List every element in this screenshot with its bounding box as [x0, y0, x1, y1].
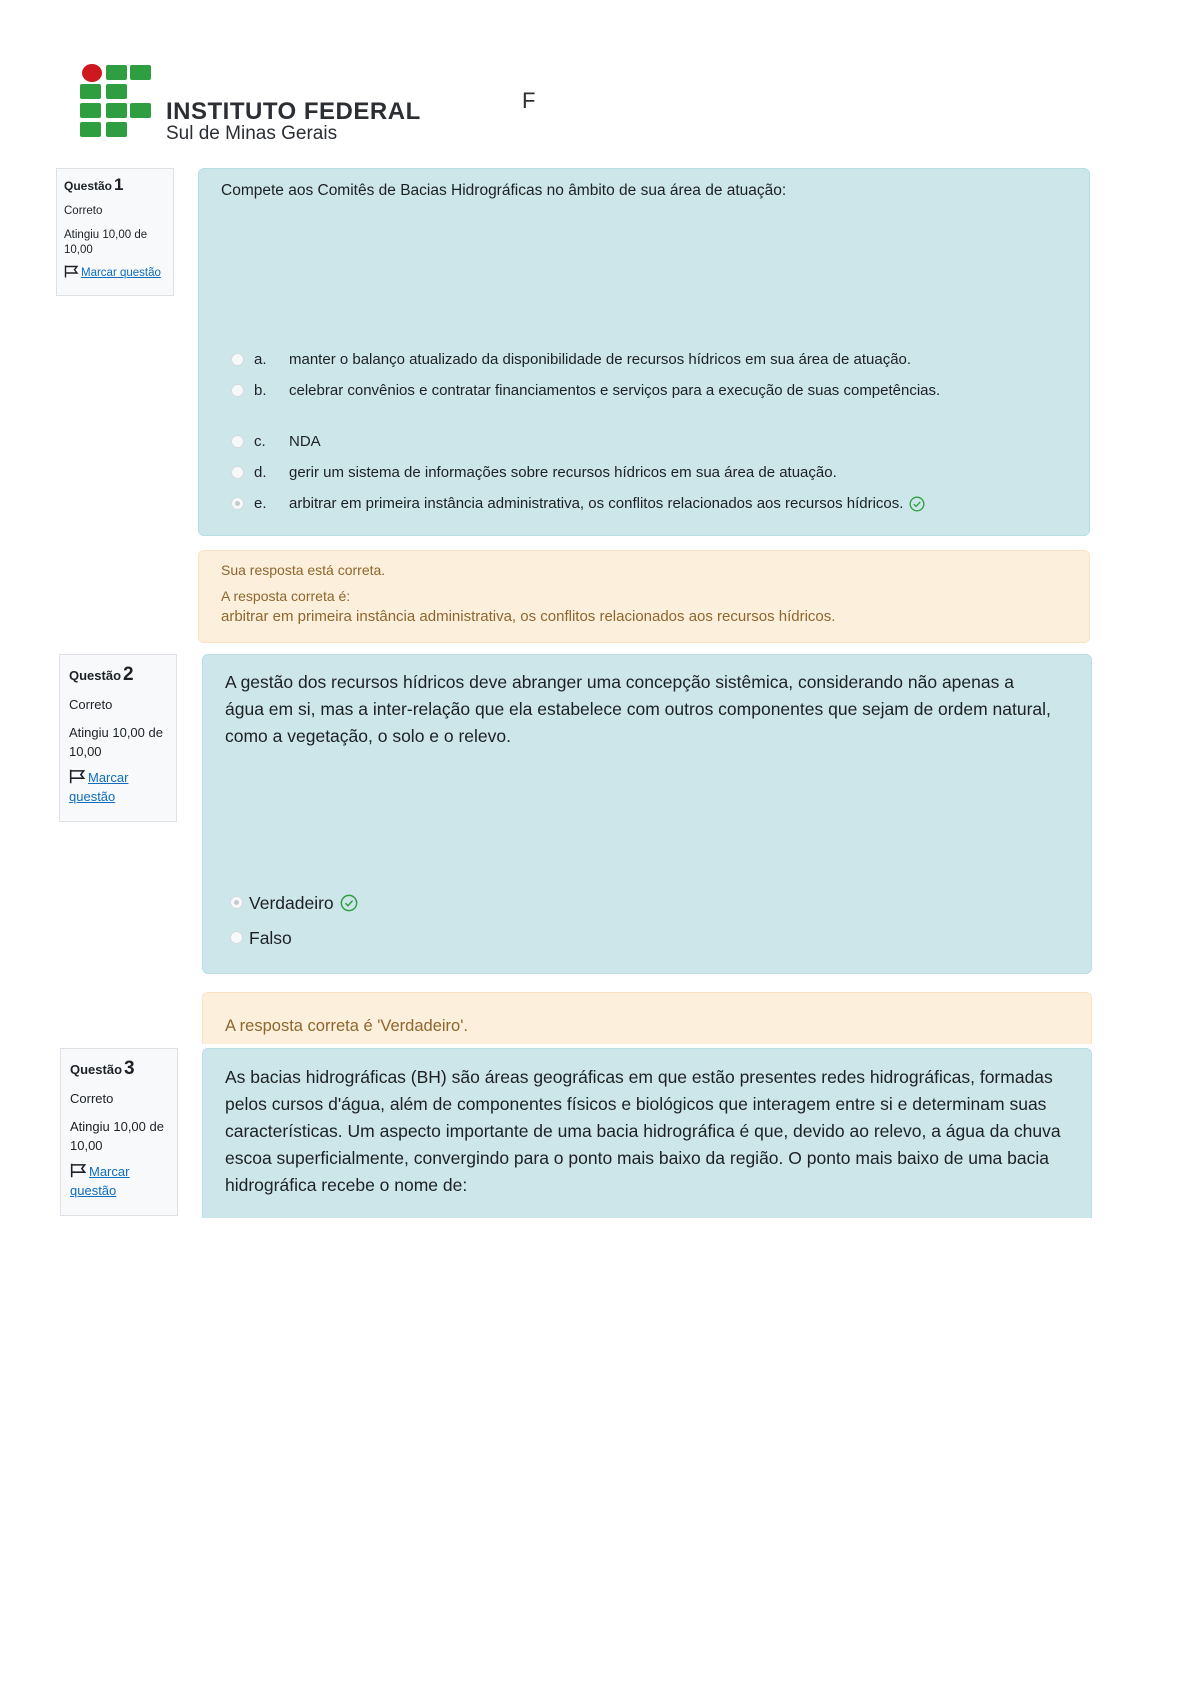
feedback-correct-label: A resposta correta é:: [221, 588, 351, 604]
flag-icon: [64, 265, 80, 278]
question-text: A gestão dos recursos hídricos deve abranger uma concepção sistêmica, considerando não apenas a água em si, mas a inter-relação que ela estabelece com outros componentes que sejam de ordem natural, como a vegetação, o solo e o relevo.: [225, 672, 1051, 746]
radio-button-selected[interactable]: [231, 497, 244, 510]
radio-button[interactable]: [231, 435, 244, 448]
answer-option-verdadeiro[interactable]: [230, 892, 358, 914]
check-circle-icon: [909, 496, 925, 512]
feedback-result: Sua resposta está correta.: [221, 562, 386, 578]
answer-option-c[interactable]: c. NDA: [231, 432, 1071, 452]
question-body-2: [202, 654, 1092, 974]
answer-option-e[interactable]: e. arbitrar em primeira instância administrativa, os conflitos relacionados aos recursos hídricos.: [231, 494, 1081, 514]
question-body-1: [198, 168, 1090, 536]
answer-option-a[interactable]: a. manter o balanço atualizado da disponibilidade de recursos hídricos em sua área de atuação.: [231, 350, 1071, 370]
feedback-1: [198, 550, 1090, 643]
logo-mark-icon: [80, 64, 154, 138]
radio-button[interactable]: [231, 353, 244, 366]
answer-text: manter o balanço atualizado da disponibilidade de recursos hídricos em sua área de atuação.: [289, 351, 912, 368]
question-text: As bacias hidrográficas (BH) são áreas geográficas em que estão presentes redes hidrográficas, formadas pelos cursos d'água, além de componentes físicos e biológicos que interagem entre si e determinam suas características. Um aspecto importante de uma bacia hidrográfica é que, devido ao relevo, a água da chuva escoa superficialmente, convergindo para o ponto mais baixo da região. O ponto mais baixo de uma bacia hidrográfica recebe o nome de:: [225, 1067, 1061, 1195]
feedback-correct-answer: arbitrar em primeira instância administrativa, os conflitos relacionados aos recursos hídricos.: [221, 608, 836, 625]
question-number: Questão 1: [64, 175, 124, 194]
question-text: Compete aos Comitês de Bacias Hidrográficas no âmbito de sua área de atuação:: [221, 182, 787, 199]
check-circle-icon: [340, 894, 358, 912]
flag-icon: [70, 1163, 88, 1178]
flag-question-link[interactable]: Marcar questão: [64, 265, 166, 281]
answer-text: Verdadeiro: [249, 893, 334, 913]
question-grade: Atingiu 10,00 de 10,00: [64, 229, 148, 256]
feedback-correct-answer: A resposta correta é 'Verdadeiro'.: [225, 1017, 468, 1035]
question-state: Correto: [70, 1091, 114, 1106]
flag-question-link[interactable]: Marcar questão: [69, 770, 129, 804]
question-state: Correto: [64, 205, 103, 217]
institution-name: INSTITUTO FEDERAL: [166, 98, 421, 125]
radio-button-selected[interactable]: [230, 896, 243, 909]
answer-option-b[interactable]: b. celebrar convênios e contratar financiamentos e serviços para a execução de suas competências.: [231, 381, 991, 401]
feedback-2: [202, 992, 1092, 1044]
radio-button[interactable]: [231, 384, 244, 397]
answer-option-d[interactable]: d. gerir um sistema de informações sobre recursos hídricos em sua área de atuação.: [231, 463, 1071, 483]
flag-icon: [69, 769, 87, 784]
page-title-fragment: F: [522, 88, 536, 113]
question-number: Questão 2: [69, 664, 134, 685]
question-state: Correto: [69, 697, 113, 712]
question-info-1: [56, 168, 174, 296]
flag-question-link[interactable]: Marcar questão: [70, 1164, 130, 1198]
question-grade: Atingiu 10,00 de 10,00: [69, 725, 163, 759]
question-grade: Atingiu 10,00 de 10,00: [70, 1119, 164, 1153]
institution-campus: Sul de Minas Gerais: [166, 123, 338, 144]
answer-text: celebrar convênios e contratar financiamentos e serviços para a execução de suas competências.: [289, 382, 941, 399]
question-number: Questão 3: [70, 1058, 135, 1079]
question-body-3: [202, 1048, 1092, 1218]
radio-button[interactable]: [230, 931, 243, 944]
answer-text: arbitrar em primeira instância administrativa, os conflitos relacionados aos recursos hídricos.: [289, 495, 904, 512]
answer-text: NDA: [289, 433, 321, 450]
answer-text: Falso: [249, 928, 292, 948]
institution-logo: [80, 64, 460, 144]
question-info-3: [60, 1048, 178, 1216]
answer-option-falso[interactable]: [230, 927, 292, 949]
radio-button[interactable]: [231, 466, 244, 479]
answer-text: gerir um sistema de informações sobre recursos hídricos em sua área de atuação.: [289, 464, 837, 481]
question-info-2: [59, 654, 177, 822]
